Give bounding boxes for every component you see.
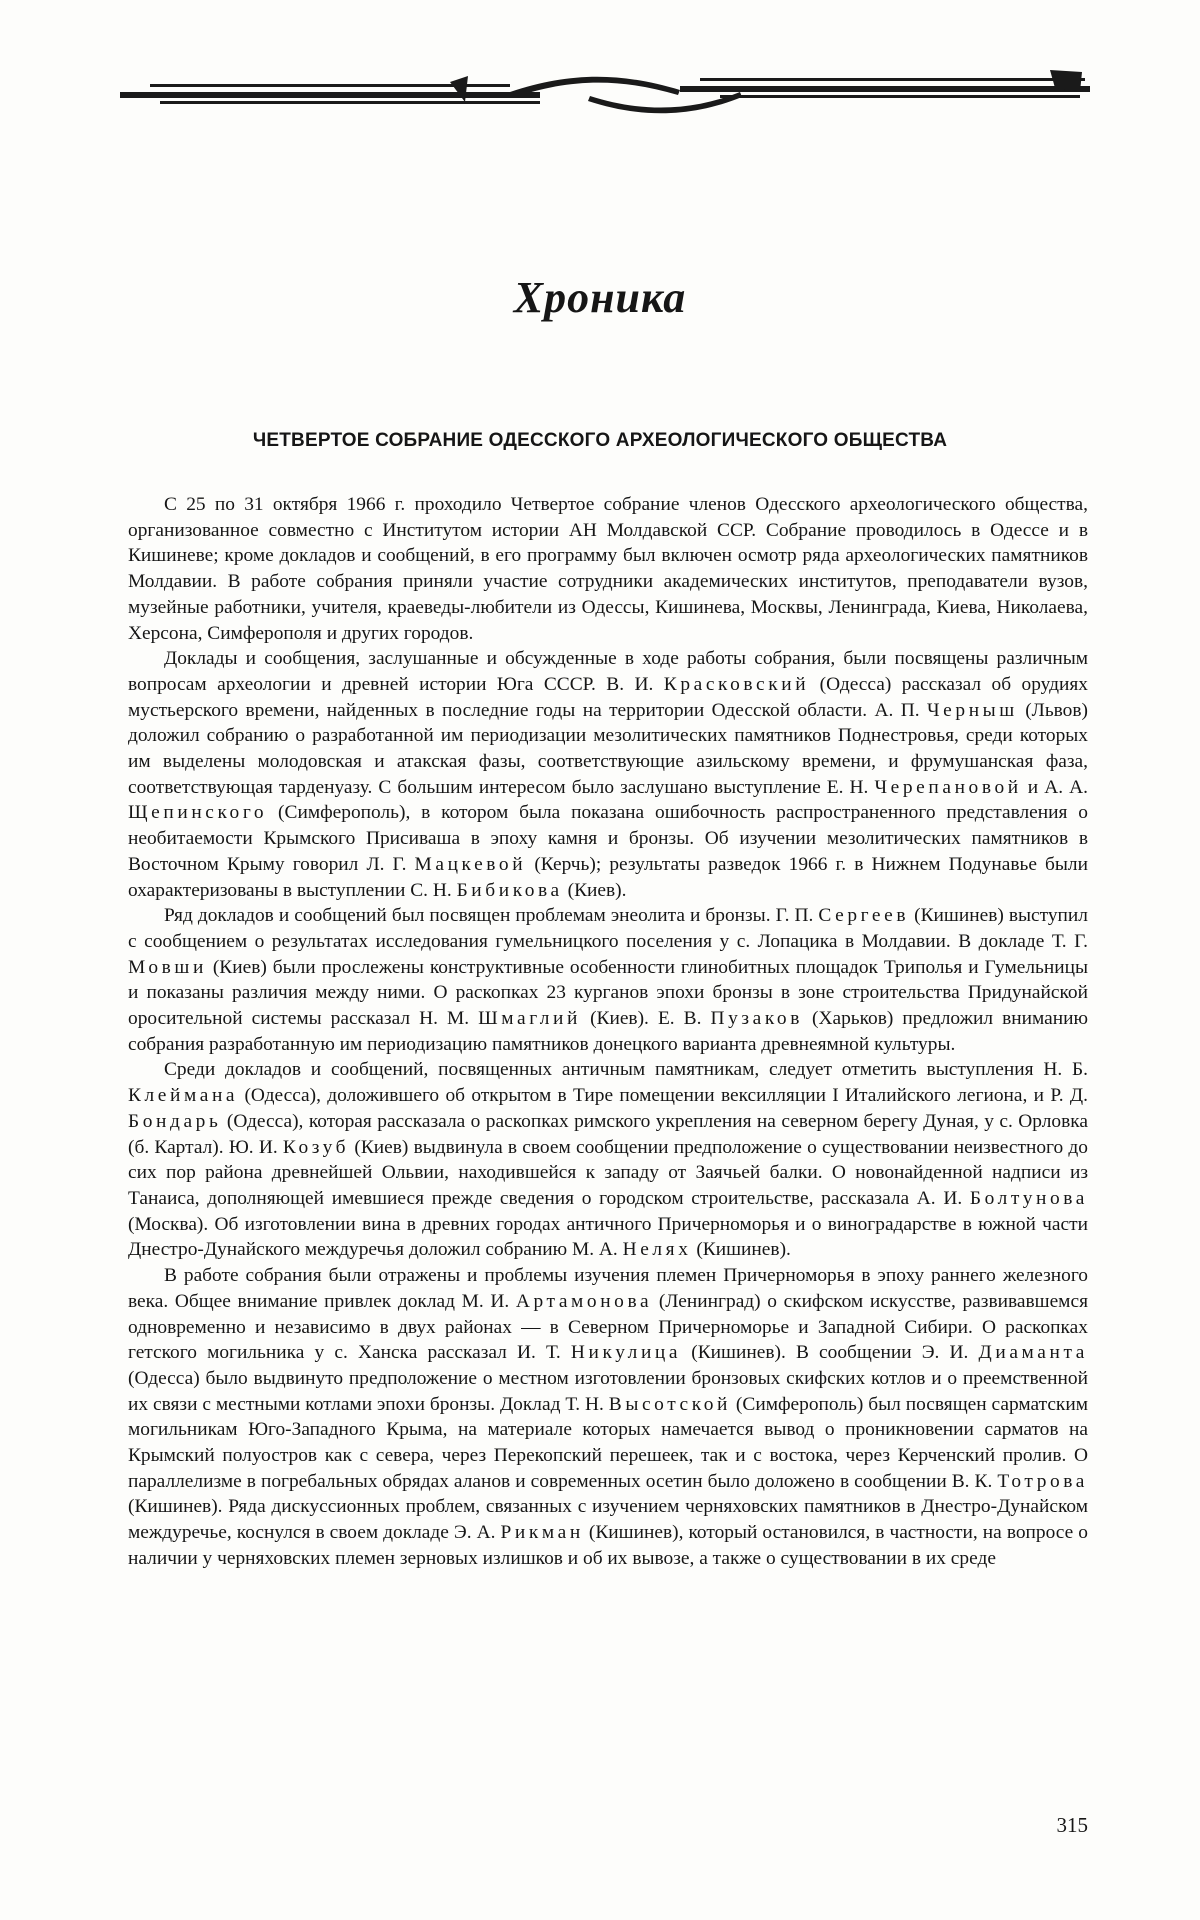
spaced-name: Рикман (500, 1522, 584, 1544)
spaced-name: Красковский (663, 673, 810, 695)
spaced-name: Щепинского (128, 802, 268, 824)
page-number: 315 (1056, 1813, 1088, 1837)
article-title: ЧЕТВЕРТОЕ СОБРАНИЕ ОДЕССКОГО АРХЕОЛОГИЧЕСКОГО ОБЩЕСТВА (252, 430, 948, 451)
page-heading: Хроника (513, 273, 687, 322)
spaced-name: Высотской (608, 1393, 732, 1415)
text-run: (Кишинев) выступил с сообщением о результатах исследования гумельницкого поселения у с. Лопацика в Молдавии. В докладе Т. Г. (128, 905, 1088, 952)
spaced-name: Болтунова (969, 1187, 1088, 1209)
paragraph (128, 492, 1088, 646)
spaced-name: Мовши (128, 956, 207, 978)
spaced-name: Шмаглий (478, 1008, 582, 1030)
spaced-name: Тотрова (997, 1470, 1088, 1492)
paragraph (128, 903, 1088, 1057)
text-run: (Одесса), доложившего об открытом в Тире помещении вексилляции I Италийского легиона, и Р. Д. (238, 1085, 1088, 1107)
text-run: (Кишинев). Ряда дискуссионных проблем, связанных с изучением черняховских памятников в Днестро-Дунайском междуречье, коснулся в своем докладе Э. А. (128, 1496, 1088, 1544)
spaced-name: Козуб (282, 1136, 350, 1158)
paragraph (128, 646, 1088, 903)
spaced-name: Бондарь (128, 1110, 222, 1132)
text-run: (Одесса), которая рассказала о раскопках римского укрепления на северном берегу Дуная, у с. Орловка (б. Картал). Ю. И. (128, 1110, 1088, 1158)
text-run: Доклады и сообщения, заслушанные и обсужденные в ходе работы собрания, были посвящены различным вопросам археологии и древней истории Юга СССР. В. И. (128, 648, 1088, 695)
spaced-name: Черныш (926, 699, 1018, 721)
text-run: (Киев) были прослежены конструктивные особенности глинобитных площадок Триполья и Гумельницы и показаны различия между ними. О раскопках 23 курганов эпохи бронзы в зоне строительства Придунайской оросительной системы рассказал Н. М. (128, 956, 1088, 1030)
spaced-name: Клеймана (128, 1085, 239, 1107)
text-run: (Москва). Об изготовлении вина в древних городах античного Причерноморья и о виноградарстве в южной части Днестро-Дунайского междуречья доложил собранию М. А. (128, 1213, 1088, 1261)
text-run: Среди докладов и сообщений, посвященных античным памятникам, следует отметить выступления Н. Б. (164, 1059, 1088, 1081)
text-run: (Киев) выдвинула в своем сообщении предположение о существовании неизвестного до сих пор района древнейшей Ольвии, находившейся к западу от Заячьей балки. О новонайденной надписи из Танаиса, дополняющей имевшиеся прежде сведения о городском строительстве, рассказала А. И. (128, 1136, 1088, 1209)
text-run: (Кишинев). В сообщении Э. И. (681, 1342, 979, 1364)
spaced-name: Мацкевой (414, 853, 527, 875)
text-run: (Одесса) рассказал об орудиях мустьерского времени, найденных в последние годы на территории Одесской области. А. П. (128, 673, 1089, 721)
text-run: (Керчь); результаты разведок 1966 г. в Нижнем Подунавье были охарактеризованы в выступлении С. Н. (128, 853, 1088, 901)
text-run: (Харьков) предложил вниманию собрания разработанную им периодизацию памятников донецкого варианта древнеямной культуры. (128, 1008, 1088, 1055)
text-run: Ряд докладов и сообщений был посвящен проблемам энеолита и бронзы. Г. П. (164, 905, 819, 927)
text-run: С 25 по 31 октября 1966 г. проходило Четвертое собрание членов Одесского археологического общества, организованное совместно с Институтом истории АН Молдавской ССР. Собрание проводилось в Одессе и в Кишиневе; кроме докладов и сообщений, в его программу был включен осмотр ряда археологических памятников Молдавии. В работе собрания приняли участие сотрудники академических институтов, преподаватели вузов, музейные работники, учителя, краеведы-любители из Одессы, Кишинева, Москвы, Ленинграда, Киева, Николаева, Херсона, Симферополя и других городов. (128, 494, 1088, 644)
text-run: (Одесса) было выдвинуто предположение о местном изготовлении бронзовых скифских котлов и о преемственной их связи с местными котлами эпохи бронзы. Доклад Т. Н. (128, 1367, 1088, 1415)
paragraph (128, 1057, 1088, 1263)
text-run: (Симферополь) был посвящен сарматским могильникам Юго-Западного Крыма, на материале которых намечается вывод о проникновении сарматов на Крымский полуостров как с севера, через Перекопский перешеек, так и с востока, через Керченский пролив. О параллелизме в погребальных обрядах аланов и современных осетин было доложено в сообщении В. К. (128, 1393, 1088, 1492)
header-ornament (120, 62, 1090, 118)
text-run: (Кишинев), который остановился, в частности, на вопросе о наличии у черняховских племен зерновых излишков и об их вывозе, а также о существовании в их среде (128, 1522, 1088, 1569)
paragraph (128, 1263, 1088, 1571)
spaced-name: Сергеев (818, 905, 910, 927)
text-run: (Львов) доложил собранию о разработанной им периодизации мезолитических памятников Поднестровья, среди которых им выделены молодовская и атакская фазы, соответствующие азильскому времени, и фрумушанская фаза, соответствующая тарденуазу. С большим интересом было заслушано выступление Е. Н. (128, 699, 1088, 798)
spaced-name: Бибикова (456, 879, 563, 901)
text-run: (Ленинград) о скифском искусстве, развивавшемся одновременно и независимо в двух районах — в Северном Причерноморье и Западной Сибири. О раскопках гетского могильника у с. Ханска рассказал И. Т. (128, 1290, 1088, 1364)
spaced-name: Диаманта (978, 1342, 1088, 1364)
text-run: (Киев). Е. В. (581, 1008, 711, 1030)
text-run: и А. А. (1021, 776, 1088, 798)
spaced-name: Никулица (570, 1342, 682, 1364)
spaced-name: Черепановой (874, 776, 1022, 798)
text-run: (Симферополь), в котором была показана ошибочность распространенного представления о необитаемости Крымского Присиваша в эпоху камня и бронзы. Об изучении мезолитических памятников в Восточном Крыму говорил Л. Г. (128, 802, 1088, 875)
text-run: (Киев). (562, 879, 627, 901)
spaced-name: Пузаков (710, 1008, 803, 1030)
text-run: В работе собрания были отражены и проблемы изучения племен Причерноморья в эпоху раннего железного века. Общее внимание привлек доклад М. И. (128, 1265, 1088, 1312)
article-body (128, 492, 1088, 1572)
spaced-name: Артамонова (515, 1290, 653, 1312)
spaced-name: Нелях (622, 1239, 692, 1261)
text-run: (Кишинев). (691, 1239, 791, 1261)
